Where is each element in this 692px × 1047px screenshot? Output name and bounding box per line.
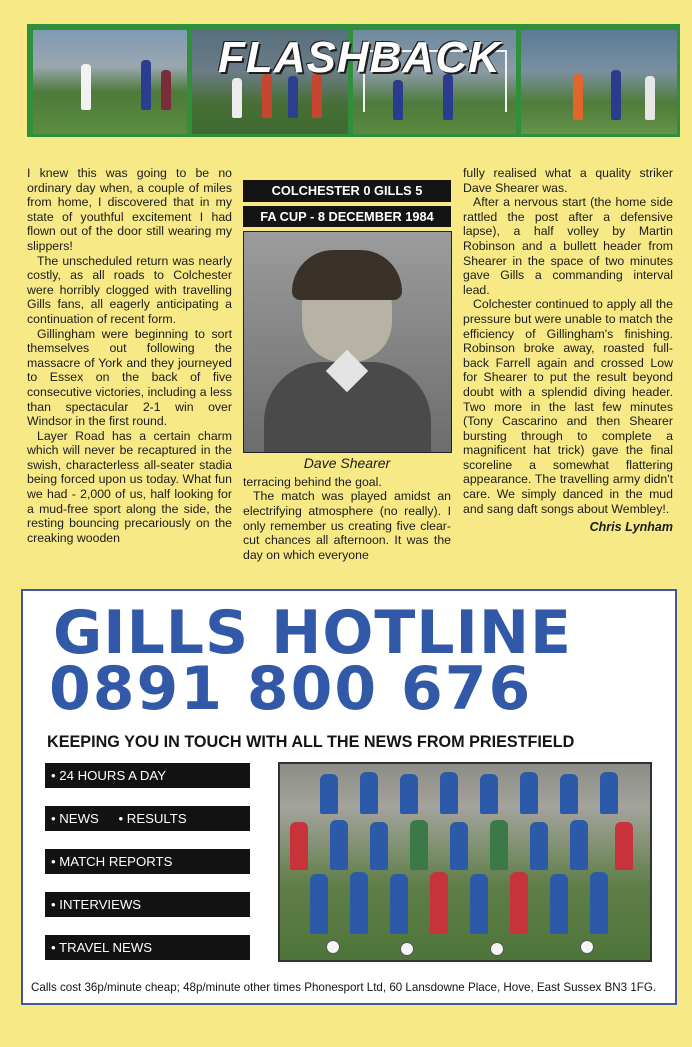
feature-results: • RESULTS — [118, 811, 187, 826]
article-paragraph: Gillingham were beginning to sort themselves out following the massacre of York and they journeyed to Essex on the back of five consecutive victories, including a less than spectacular 2-1 win over Windsor in the first round. — [27, 326, 232, 429]
article-column-2 — [243, 174, 451, 562]
banner-title: FLASHBACK — [218, 33, 501, 82]
article-paragraph: The match was played amidst an electrifying atmosphere (no really). I only remember us creating five clear-cut chances all afternoon. It was the day on which everyone — [243, 489, 451, 562]
author-byline: Chris Lynham — [589, 520, 673, 535]
hotline-footnote: Calls cost 36p/minute cheap; 48p/minute other times Phonesport Ltd, 60 Lansdowne Place, Hove, East Sussex BN3 1FG. — [31, 981, 657, 994]
hotline-title: GILLS HOTLINE — [53, 598, 573, 668]
team-photo — [278, 762, 652, 962]
feature-news-results — [45, 806, 250, 831]
gills-hotline-advert — [21, 589, 677, 1005]
photo-caption: Dave Shearer — [303, 455, 391, 472]
score-headline: COLCHESTER 0 GILLS 5 — [243, 180, 451, 202]
player-portrait — [243, 231, 452, 453]
hotline-tagline: KEEPING YOU IN TOUCH WITH ALL THE NEWS FROM PRIESTFIELD — [47, 733, 575, 751]
article-paragraph: I knew this was going to be no ordinary day when, a couple of miles from home, I discovered that in my state of youthful excitement I had flown out of the door still wearing my slippers! — [27, 166, 232, 253]
match-photo-4 — [521, 30, 677, 134]
article-paragraph: Layer Road has a certain charm which will never be recaptured in the swish, characterless all-seater stadia being forced upon us today. What fun we had - 2,000 of us, half looking for a mud-free sport along the side, the resting bouncing precariously on the creaking wooden — [27, 428, 232, 545]
feature-match-reports: • MATCH REPORTS — [45, 849, 250, 874]
article-paragraph: The unscheduled return was nearly costly, as all roads to Colchester were horribly clogged with travelling Gills fans, all eagerly anticipating a continuation of recent form. — [27, 253, 232, 326]
flashback-banner — [27, 24, 680, 137]
feature-interviews: • INTERVIEWS — [45, 892, 250, 917]
article-paragraph: After a nervous start (the home side rattled the post after a defensive lapse), a half volley by Martin Robinson and a bullett header from Shearer in the space of two minutes gave Gills a commanding interval lead. — [463, 195, 673, 297]
article-column-1 — [27, 166, 232, 545]
article-column-3 — [463, 166, 673, 535]
feature-travel-news: • TRAVEL NEWS — [45, 935, 250, 960]
article-paragraph: fully realised what a quality striker Dave Shearer was. — [463, 166, 673, 195]
article-paragraph: Colchester continued to apply all the pressure but were unable to match the efficiency of Gillingham's finishing. Robinson broke away, roasted full-back Farrell again and crossed Low for Shearer to put the result beyond doubt with a splendid diving header. Two more in the last few minutes (Tony Cascarino and then Shearer bursting through to complete a magnificent hat trick) gave the final scoreline a somewhat flattering appearance. The travelling army didn't care. We simply danced in the mud and sang daft songs about Wembley!. — [463, 297, 673, 516]
article-paragraph: terracing behind the goal. — [243, 474, 382, 489]
feature-24-hours: • 24 HOURS A DAY — [45, 763, 250, 788]
feature-news: • NEWS — [51, 811, 99, 826]
competition-date: FA CUP - 8 DECEMBER 1984 — [243, 206, 451, 228]
match-photo-1 — [33, 30, 187, 134]
hotline-phone-number: 0891 800 676 — [49, 654, 533, 724]
